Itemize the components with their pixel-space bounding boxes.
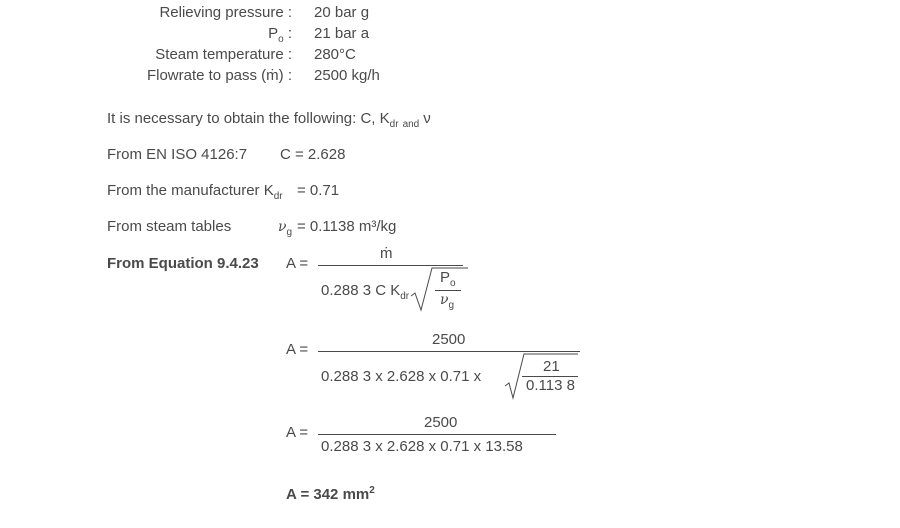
- step3-numerator: 2500: [424, 414, 458, 431]
- equation-denominator: 0.288 3 C $K_{dr}$: [321, 282, 410, 302]
- flowrate-label: Flowrate to pass (ṁ) :: [146, 67, 292, 84]
- relieving-pressure-value: 20 bar g: [314, 4, 370, 21]
- step3-denominator: 0.288 3 x 2.628 x 0.71 x 13.58: [321, 438, 523, 455]
- steam-value: = 0.1138 m³/kg: [297, 218, 397, 235]
- step2-root-denominator: 0.113 8: [526, 377, 575, 394]
- root-numerator-p0: $P_o$: [440, 269, 456, 289]
- step2-root-numerator: 21: [543, 358, 560, 375]
- relieving-pressure-label: Relieving pressure :: [159, 4, 292, 21]
- steam-temperature-label: Steam temperature :: [155, 46, 292, 63]
- equation-numerator: ṁ: [380, 245, 393, 262]
- equation-lhs: A =: [286, 255, 309, 272]
- manufacturer-label: From the manufacturer $K_{dr}$: [107, 182, 283, 202]
- steam-temperature-value: 280°C: [314, 46, 356, 63]
- root-denominator-vg: $\nu_g$: [440, 292, 455, 311]
- step2-numerator: 2500: [432, 331, 466, 348]
- flowrate-value: 2500 kg/h: [314, 67, 380, 84]
- obtain-statement: It is necessary to obtain the following: C, $K_{dr}$ $_{and}$ ν: [107, 110, 431, 130]
- p0-label: $P_o$ :: [268, 25, 292, 45]
- equation-label: From Equation 9.4.23: [107, 255, 259, 272]
- steam-tables-label: From steam tables: [107, 218, 232, 235]
- iso-value: C = 2.628: [280, 146, 346, 163]
- step2-lhs: A =: [286, 341, 309, 358]
- vg-symbol: $\nu_g$: [278, 219, 293, 238]
- step3-fraction-bar: [318, 434, 556, 435]
- result: A = 342 $mm^2$: [286, 485, 375, 503]
- p0-value: 21 bar a: [314, 25, 370, 42]
- step2-denominator: 0.288 3 x 2.628 x 0.71 x: [321, 368, 482, 385]
- iso-label: From EN ISO 4126:7: [107, 146, 248, 163]
- step3-lhs: A =: [286, 424, 309, 441]
- manufacturer-value: = 0.71: [297, 182, 340, 199]
